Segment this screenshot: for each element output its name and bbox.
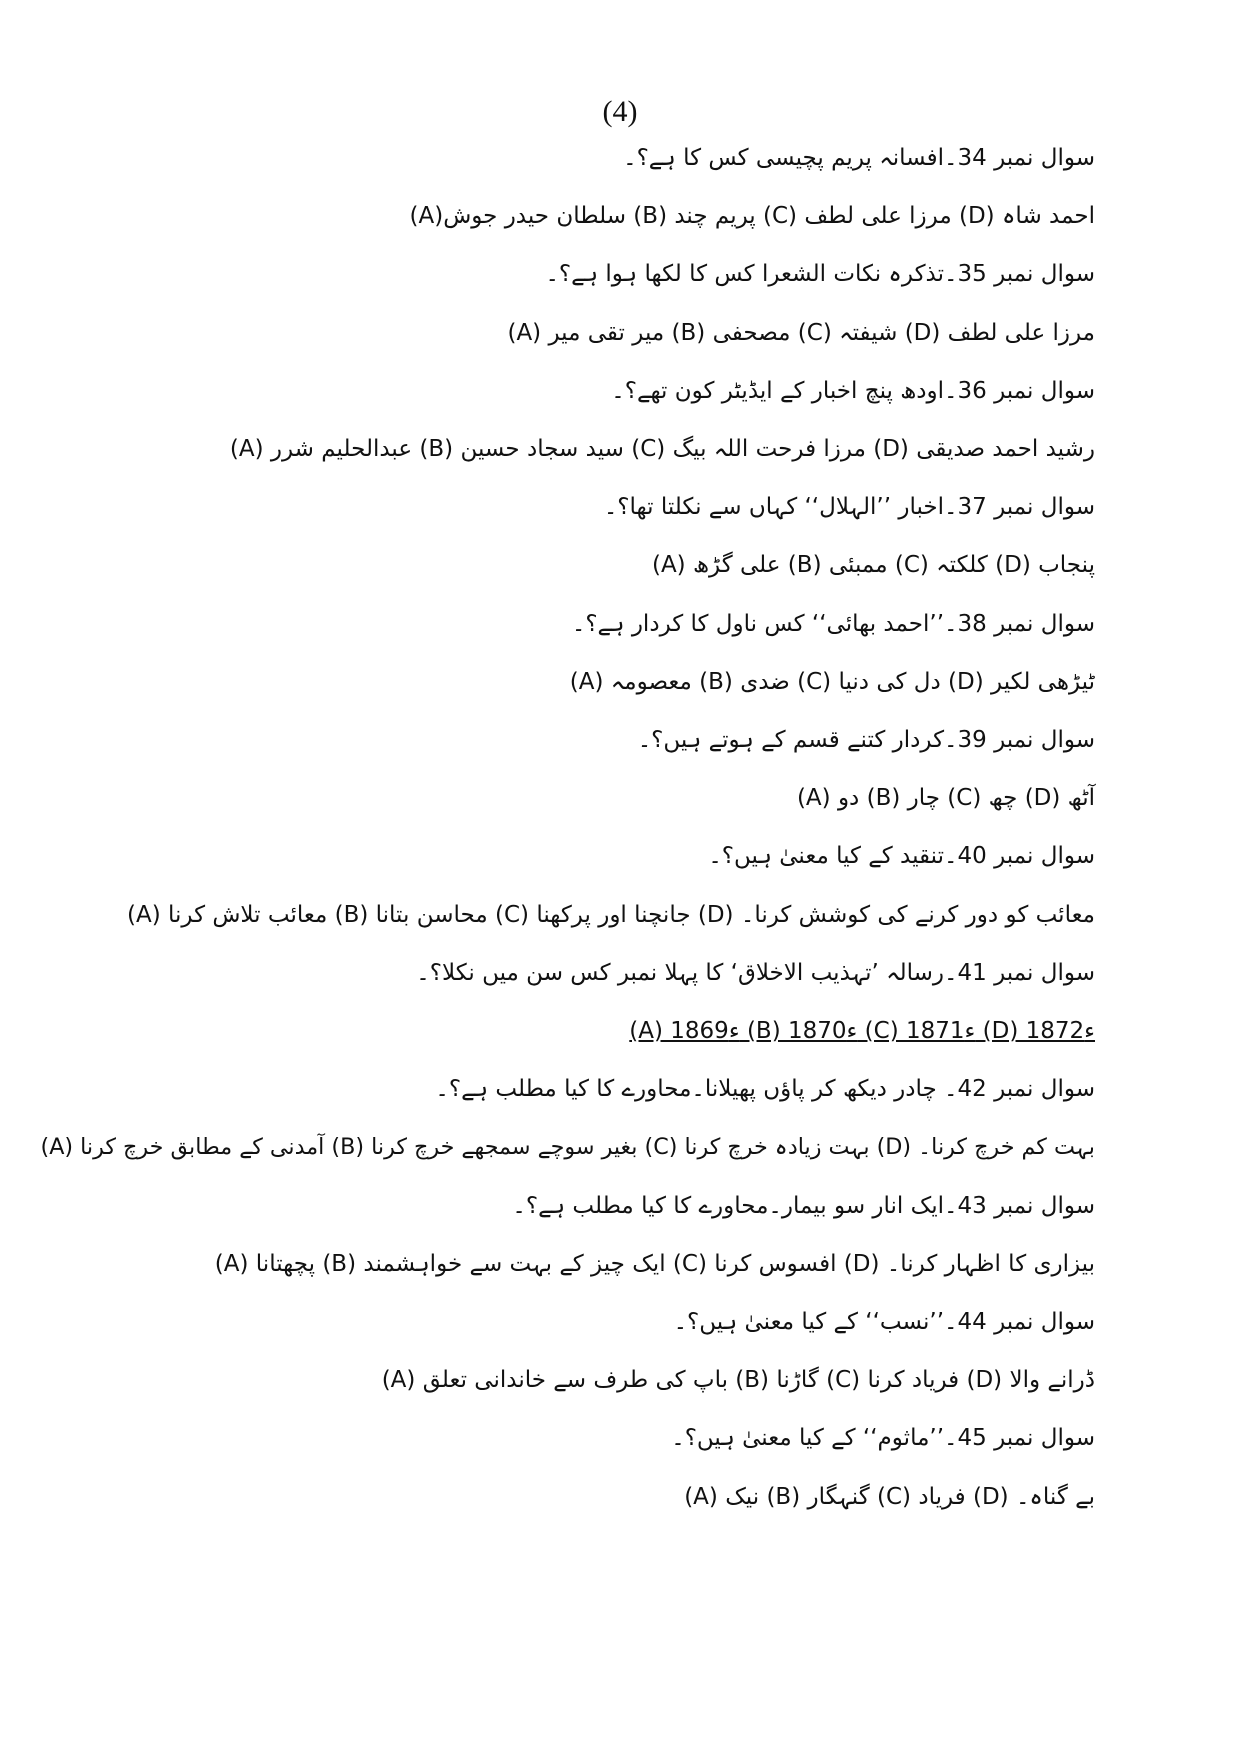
question-line: سوال نمبر 40۔تنقید کے کیا معنیٰ ہیں؟۔ xyxy=(708,843,1095,869)
answer-options-line: (A) میر تقی میر (B) مصحفی (C) شیفتہ (D) مرزا علی لطف xyxy=(507,320,1095,346)
answer-options-line: (A) معائب تلاش کرنا (B) محاسن بتانا (C) جانچنا اور پرکھنا (D) معائب کو دور کرنے کی کوشش کرنا۔ xyxy=(126,902,1095,928)
question-line: سوال نمبر 37۔اخبار ’’الہلال‘‘ کہاں سے نکلتا تھا؟۔ xyxy=(603,494,1095,520)
answer-options-line: (A) پچھتانا (B) ایک چیز کے بہت سے خواہشمند (C) افسوس کرنا (D) بیزاری کا اظہار کرنا۔ xyxy=(214,1251,1095,1277)
question-line: سوال نمبر 41۔رسالہ ’تہذیب الاخلاق‘ کا پہلا نمبر کس سن میں نکلا؟۔ xyxy=(416,960,1095,986)
answer-options-line: (A) نیک (B) گنہگار (C) فریاد (D) بے گناہ۔ xyxy=(684,1484,1095,1510)
answer-options-line: (A)سلطان حیدر جوش (B) پریم چند (C) مرزا علی لطف (D) احمد شاہ xyxy=(409,203,1095,229)
answer-options-line: (A) علی گڑھ (B) ممبئی (C) کلکتہ (D) پنجاب xyxy=(651,552,1095,578)
question-line: سوال نمبر 36۔اودھ پنچ اخبار کے ایڈیٹر کون تھے؟۔ xyxy=(611,378,1095,404)
question-line: سوال نمبر 44۔’’نسب‘‘ کے کیا معنیٰ ہیں؟۔ xyxy=(673,1309,1095,1335)
question-line: سوال نمبر 45۔’’ماثوم‘‘ کے کیا معنیٰ ہیں؟۔ xyxy=(671,1425,1095,1451)
question-line: سوال نمبر 38۔’’احمد بھائی‘‘ کس ناول کا کردار ہے؟۔ xyxy=(571,611,1095,637)
question-line: سوال نمبر 39۔کردار کتنے قسم کے ہوتے ہیں؟۔ xyxy=(637,727,1095,753)
answer-options-line: (A) 1869ء (B) 1870ء (C) 1871ء (D) 1872ء xyxy=(629,1018,1095,1044)
answer-options-line: (A) آمدنی کے مطابق خرچ کرنا (B) بغیر سوچے سمجھے خرچ کرنا (C) بہت زیادہ خرچ کرنا (D) بہت کم خرچ کرنا۔ xyxy=(40,1134,1095,1160)
question-line: سوال نمبر 43۔ایک انار سو بیمار۔محاورے کا کیا مطلب ہے؟۔ xyxy=(512,1193,1095,1219)
answer-options-line: (A) معصومہ (B) ضدی (C) دل کی دنیا (D) ٹیڑھی لکیر xyxy=(569,669,1095,695)
question-line: سوال نمبر 35۔تذکرہ نکات الشعرا کس کا لکھا ہوا ہے؟۔ xyxy=(545,261,1095,287)
question-line: سوال نمبر 42۔ چادر دیکھ کر پاؤں پھیلانا۔محاورے کا کیا مطلب ہے؟۔ xyxy=(435,1076,1095,1102)
answer-options-line: (A) دو (B) چار (C) چھ (D) آٹھ xyxy=(796,785,1095,811)
question-line: سوال نمبر 34۔افسانہ پریم پچیسی کس کا ہے؟۔ xyxy=(623,145,1095,171)
answer-options-line: (A) عبدالحلیم شرر (B) سید سجاد حسین (C) مرزا فرحت اللہ بیگ (D) رشید احمد صدیقی xyxy=(229,436,1095,462)
page-number: (4) xyxy=(602,95,638,128)
answer-options-line: (A) باپ کی طرف سے خاندانی تعلق (B) گاڑنا (C) فریاد کرنا (D) ڈرانے والا xyxy=(381,1367,1095,1393)
